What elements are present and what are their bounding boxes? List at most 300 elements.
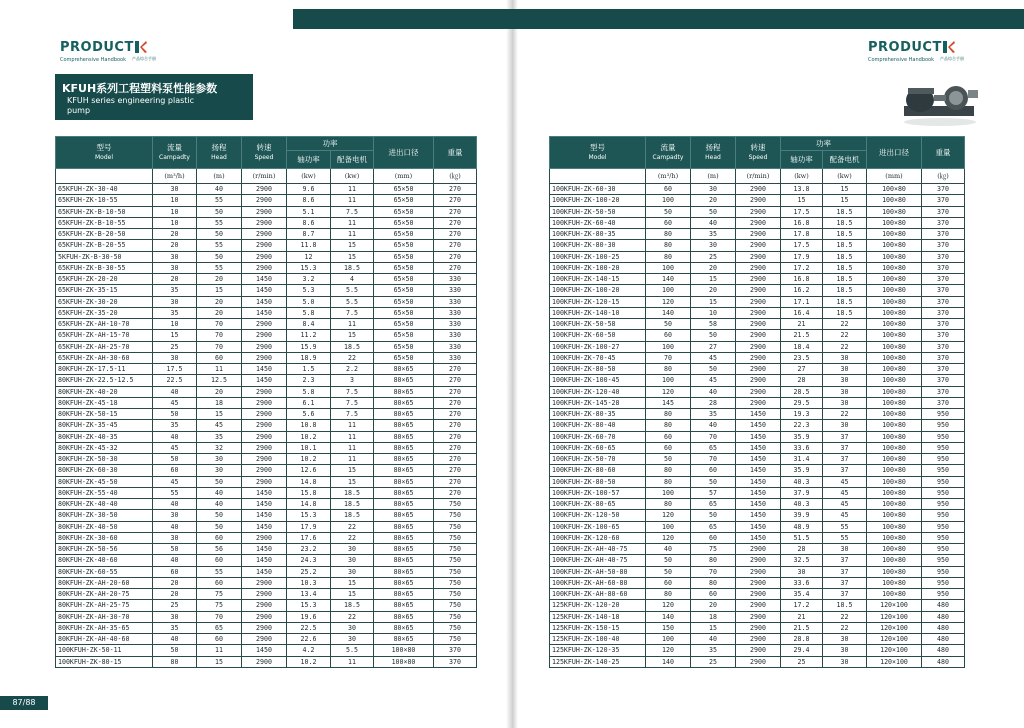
- value-cell: 100×80: [867, 420, 922, 431]
- value-cell: 120: [646, 296, 691, 307]
- value-cell: 2900: [736, 386, 781, 397]
- value-cell: 30: [153, 296, 197, 307]
- value-cell: 23.5: [781, 352, 823, 363]
- value-cell: 18.5: [331, 499, 374, 510]
- value-cell: 950: [922, 454, 965, 465]
- value-cell: 35: [153, 420, 197, 431]
- value-cell: 15: [197, 285, 242, 296]
- value-cell: 40: [153, 386, 197, 397]
- value-cell: 22: [331, 521, 374, 532]
- value-cell: 750: [434, 521, 477, 532]
- value-cell: 65×50: [374, 296, 434, 307]
- value-cell: 17.6: [287, 532, 331, 543]
- value-cell: 15: [331, 330, 374, 341]
- value-cell: 8.4: [287, 319, 331, 330]
- value-cell: 9.6: [287, 184, 331, 195]
- table-row: [550, 645, 965, 656]
- value-cell: 65×50: [374, 217, 434, 228]
- value-cell: 30: [823, 352, 867, 363]
- value-cell: 25: [153, 600, 197, 611]
- value-cell: 55: [197, 217, 242, 228]
- model-cell: 65KFUH-ZK-30-40: [56, 184, 153, 195]
- model-cell: 125KFUH-ZK-120-35: [550, 645, 646, 656]
- value-cell: 950: [922, 589, 965, 600]
- value-cell: 100×80: [867, 341, 922, 352]
- table-row: [56, 386, 477, 397]
- value-cell: 100×80: [867, 521, 922, 532]
- value-cell: 11: [331, 217, 374, 228]
- value-cell: 11.2: [287, 330, 331, 341]
- value-cell: 57: [691, 487, 736, 498]
- value-cell: 60: [691, 589, 736, 600]
- value-cell: 370: [922, 296, 965, 307]
- value-cell: 55: [197, 195, 242, 206]
- value-cell: 20: [153, 240, 197, 251]
- value-cell: 2900: [242, 611, 287, 622]
- value-cell: 18.5: [823, 217, 867, 228]
- value-cell: 1450: [242, 544, 287, 555]
- value-cell: 20: [197, 307, 242, 318]
- model-cell: 65KFUH-ZK-AH-25-70: [56, 341, 153, 352]
- table-row: [550, 375, 965, 386]
- value-cell: 100×80: [867, 442, 922, 453]
- value-cell: 2900: [736, 622, 781, 633]
- value-cell: 5.0: [287, 296, 331, 307]
- value-cell: 22: [331, 532, 374, 543]
- value-cell: 1450: [242, 375, 287, 386]
- value-cell: 30: [823, 386, 867, 397]
- col-speed: 转速 Speed: [242, 137, 287, 169]
- value-cell: 11: [331, 319, 374, 330]
- value-cell: 5.6: [287, 409, 331, 420]
- model-cell: 80KFUH-ZK-AH-30-70: [56, 611, 153, 622]
- value-cell: 270: [434, 217, 477, 228]
- value-cell: 2900: [736, 274, 781, 285]
- value-cell: 50: [197, 476, 242, 487]
- value-cell: 2900: [242, 465, 287, 476]
- value-cell: 2900: [242, 330, 287, 341]
- value-cell: 60: [153, 465, 197, 476]
- value-cell: 70: [691, 431, 736, 442]
- model-cell: 80KFUH-ZK-40-60: [56, 555, 153, 566]
- units-row: (m³/h) (m) (r/min) (kw) (kw) (mm) (㎏): [550, 169, 965, 184]
- value-cell: 40: [691, 634, 736, 645]
- model-cell: 100KFUH-ZK-80-65: [550, 499, 646, 510]
- value-cell: 950: [922, 476, 965, 487]
- value-cell: 330: [434, 296, 477, 307]
- value-cell: 80×65: [374, 544, 434, 555]
- value-cell: 31.4: [781, 454, 823, 465]
- table-row: [56, 521, 477, 532]
- table-row: [550, 364, 965, 375]
- value-cell: 11: [331, 420, 374, 431]
- value-cell: 2900: [736, 600, 781, 611]
- model-cell: 65KFUH-ZK-10-55: [56, 195, 153, 206]
- table-row: [550, 611, 965, 622]
- model-cell: 65KFUH-ZK-B-20-50: [56, 229, 153, 240]
- col-power: 功率: [287, 137, 374, 151]
- value-cell: 100: [646, 521, 691, 532]
- value-cell: 370: [922, 262, 965, 273]
- value-cell: 35.9: [781, 465, 823, 476]
- model-cell: 65KFUH-ZK-B-20-55: [56, 240, 153, 251]
- value-cell: 100×80: [867, 240, 922, 251]
- model-cell: 100KFUH-ZK-120-50: [550, 510, 646, 521]
- model-cell: 65KFUH-ZK-AH-15-70: [56, 330, 153, 341]
- value-cell: 80×65: [374, 622, 434, 633]
- value-cell: 2900: [736, 296, 781, 307]
- value-cell: 65×50: [374, 206, 434, 217]
- value-cell: 2900: [736, 397, 781, 408]
- value-cell: 13.8: [781, 184, 823, 195]
- value-cell: 37: [823, 555, 867, 566]
- value-cell: 2900: [736, 656, 781, 667]
- value-cell: 10: [153, 217, 197, 228]
- brand-logo-right: [868, 40, 1018, 70]
- value-cell: 120×100: [867, 656, 922, 667]
- value-cell: 270: [434, 487, 477, 498]
- value-cell: 58: [691, 319, 736, 330]
- model-cell: 65KFUH-ZK-B-10-50: [56, 206, 153, 217]
- value-cell: 30: [823, 375, 867, 386]
- value-cell: 5.5: [331, 645, 374, 656]
- value-cell: 120: [646, 600, 691, 611]
- value-cell: 270: [434, 465, 477, 476]
- value-cell: 100×80: [867, 589, 922, 600]
- col-head: 扬程 Head: [691, 137, 736, 169]
- table-row: [550, 555, 965, 566]
- value-cell: 2900: [736, 375, 781, 386]
- value-cell: 50: [646, 566, 691, 577]
- value-cell: 5.8: [287, 386, 331, 397]
- value-cell: 45: [153, 442, 197, 453]
- model-cell: 100KFUH-ZK-60-30: [550, 184, 646, 195]
- value-cell: 22: [331, 352, 374, 363]
- value-cell: 28.5: [781, 386, 823, 397]
- value-cell: 50: [691, 330, 736, 341]
- value-cell: 2900: [736, 307, 781, 318]
- table-row: [56, 409, 477, 420]
- value-cell: 2900: [242, 420, 287, 431]
- value-cell: 5.5: [331, 285, 374, 296]
- value-cell: 28: [781, 375, 823, 386]
- value-cell: 370: [922, 352, 965, 363]
- value-cell: 35: [153, 285, 197, 296]
- col-weight: 重量: [922, 137, 965, 169]
- value-cell: 11: [331, 184, 374, 195]
- model-cell: 125KFUH-ZK-100-40: [550, 634, 646, 645]
- value-cell: 22: [823, 622, 867, 633]
- table-row: [56, 296, 477, 307]
- value-cell: 50: [153, 454, 197, 465]
- value-cell: 50: [197, 521, 242, 532]
- value-cell: 1450: [736, 532, 781, 543]
- value-cell: 480: [922, 645, 965, 656]
- value-cell: 75: [197, 600, 242, 611]
- value-cell: 2900: [736, 544, 781, 555]
- model-cell: 100KFUH-ZK-120-40: [550, 386, 646, 397]
- value-cell: 100×80: [867, 566, 922, 577]
- value-cell: 100×80: [867, 386, 922, 397]
- value-cell: 50: [646, 206, 691, 217]
- value-cell: 37: [823, 566, 867, 577]
- header-band: [293, 9, 1024, 29]
- table-row: [550, 217, 965, 228]
- table-row: [56, 184, 477, 195]
- value-cell: 7.5: [331, 409, 374, 420]
- value-cell: 100: [646, 634, 691, 645]
- value-cell: 120: [646, 386, 691, 397]
- table-row: [550, 532, 965, 543]
- pump-illustration: [900, 80, 980, 130]
- value-cell: 15: [331, 476, 374, 487]
- value-cell: 950: [922, 442, 965, 453]
- value-cell: 15: [331, 465, 374, 476]
- value-cell: 30: [153, 184, 197, 195]
- value-cell: 950: [922, 577, 965, 588]
- value-cell: 60: [691, 465, 736, 476]
- value-cell: 950: [922, 521, 965, 532]
- table-row: [56, 262, 477, 273]
- model-cell: 80KFUH-ZK-45-18: [56, 397, 153, 408]
- value-cell: 950: [922, 409, 965, 420]
- model-cell: 80KFUH-ZK-55-40: [56, 487, 153, 498]
- value-cell: 2900: [242, 251, 287, 262]
- value-cell: 100×80: [867, 364, 922, 375]
- value-cell: 370: [922, 364, 965, 375]
- table-row: [550, 330, 965, 341]
- value-cell: 2900: [242, 634, 287, 645]
- value-cell: 20: [153, 577, 197, 588]
- value-cell: 30: [153, 510, 197, 521]
- value-cell: 2900: [242, 195, 287, 206]
- value-cell: 330: [434, 341, 477, 352]
- model-cell: 100KFUH-ZK-100-20: [550, 285, 646, 296]
- value-cell: 10: [153, 195, 197, 206]
- value-cell: 27: [781, 364, 823, 375]
- col-shaft-power: 轴功率: [287, 151, 331, 169]
- table-row: [56, 555, 477, 566]
- value-cell: 17.1: [781, 296, 823, 307]
- value-cell: 270: [434, 420, 477, 431]
- model-cell: 100KFUH-ZK-50-70: [550, 454, 646, 465]
- value-cell: 40.3: [781, 476, 823, 487]
- value-cell: 7.5: [331, 206, 374, 217]
- value-cell: 3: [331, 375, 374, 386]
- value-cell: 270: [434, 442, 477, 453]
- model-cell: 100KFUH-ZK-AH-40-75: [550, 544, 646, 555]
- model-cell: 80KFUH-ZK-40-40: [56, 499, 153, 510]
- value-cell: 2900: [242, 589, 287, 600]
- value-cell: 2900: [736, 217, 781, 228]
- value-cell: 11: [331, 454, 374, 465]
- model-cell: 100KFUH-ZK-100-45: [550, 375, 646, 386]
- value-cell: 100×80: [867, 555, 922, 566]
- value-cell: 10: [153, 206, 197, 217]
- value-cell: 750: [434, 544, 477, 555]
- value-cell: 75: [197, 589, 242, 600]
- value-cell: 19.3: [781, 409, 823, 420]
- value-cell: 270: [434, 364, 477, 375]
- value-cell: 30: [823, 397, 867, 408]
- value-cell: 33.6: [781, 577, 823, 588]
- value-cell: 120: [646, 532, 691, 543]
- value-cell: 60: [646, 217, 691, 228]
- value-cell: 55: [153, 487, 197, 498]
- value-cell: 17.2: [781, 600, 823, 611]
- value-cell: 65×50: [374, 330, 434, 341]
- table-row: [550, 634, 965, 645]
- value-cell: 1450: [242, 307, 287, 318]
- value-cell: 10.2: [287, 656, 331, 667]
- model-cell: 100KFUH-ZK-100-20: [550, 262, 646, 273]
- value-cell: 80: [646, 409, 691, 420]
- value-cell: 18.5: [823, 262, 867, 273]
- value-cell: 270: [434, 386, 477, 397]
- value-cell: 35.4: [781, 589, 823, 600]
- value-cell: 270: [434, 262, 477, 273]
- value-cell: 80×65: [374, 577, 434, 588]
- table-row: [56, 364, 477, 375]
- model-cell: 80KFUH-ZK-50-15: [56, 409, 153, 420]
- model-cell: 80KFUH-ZK-35-45: [56, 420, 153, 431]
- value-cell: 65×50: [374, 352, 434, 363]
- value-cell: 45: [153, 397, 197, 408]
- value-cell: 18.5: [823, 240, 867, 251]
- table-row: [550, 319, 965, 330]
- value-cell: 65×50: [374, 262, 434, 273]
- value-cell: 2900: [242, 206, 287, 217]
- value-cell: 17.2: [781, 262, 823, 273]
- model-cell: 80KFUH-ZK-17.5-11: [56, 364, 153, 375]
- value-cell: 65: [691, 499, 736, 510]
- model-cell: 65KFUH-ZK-30-20: [56, 296, 153, 307]
- value-cell: 2900: [736, 184, 781, 195]
- value-cell: 1450: [242, 645, 287, 656]
- value-cell: 18.5: [823, 285, 867, 296]
- table-row: [550, 285, 965, 296]
- value-cell: 16.8: [781, 217, 823, 228]
- value-cell: 55: [197, 262, 242, 273]
- model-cell: 100KFUH-ZK-AH-50-80: [550, 566, 646, 577]
- value-cell: 21: [781, 611, 823, 622]
- model-cell: 80KFUH-ZK-30-60: [56, 532, 153, 543]
- value-cell: 100×80: [867, 195, 922, 206]
- table-row: [56, 217, 477, 228]
- value-cell: 80×65: [374, 600, 434, 611]
- value-cell: 480: [922, 622, 965, 633]
- model-cell: 100KFUH-ZK-50-11: [56, 645, 153, 656]
- value-cell: 330: [434, 274, 477, 285]
- value-cell: 1450: [736, 420, 781, 431]
- table-row: [56, 274, 477, 285]
- value-cell: 750: [434, 532, 477, 543]
- value-cell: 15.8: [287, 487, 331, 498]
- value-cell: 5.3: [287, 285, 331, 296]
- value-cell: 2900: [242, 656, 287, 667]
- value-cell: 1450: [242, 274, 287, 285]
- value-cell: 17.9: [781, 251, 823, 262]
- value-cell: 50: [691, 476, 736, 487]
- value-cell: 45: [823, 487, 867, 498]
- value-cell: 80×65: [374, 420, 434, 431]
- value-cell: 480: [922, 634, 965, 645]
- table-row: [550, 229, 965, 240]
- value-cell: 15: [823, 195, 867, 206]
- col-speed: 转速 Speed: [736, 137, 781, 169]
- value-cell: 950: [922, 487, 965, 498]
- model-cell: 125KFUH-ZK-150-15: [550, 622, 646, 633]
- value-cell: 28: [781, 544, 823, 555]
- value-cell: 480: [922, 600, 965, 611]
- value-cell: 100: [646, 285, 691, 296]
- table-row: [56, 510, 477, 521]
- value-cell: 65×50: [374, 307, 434, 318]
- value-cell: 65×50: [374, 251, 434, 262]
- value-cell: 35: [153, 307, 197, 318]
- value-cell: 370: [922, 217, 965, 228]
- value-cell: 10.1: [287, 442, 331, 453]
- value-cell: 22: [823, 330, 867, 341]
- value-cell: 15: [331, 251, 374, 262]
- table-row: [550, 184, 965, 195]
- value-cell: 12.5: [197, 375, 242, 386]
- value-cell: 17.8: [781, 229, 823, 240]
- value-cell: 100×80: [867, 319, 922, 330]
- table-row: [550, 487, 965, 498]
- value-cell: 35: [197, 431, 242, 442]
- table-row: [550, 600, 965, 611]
- table-row: [56, 611, 477, 622]
- value-cell: 37.9: [781, 487, 823, 498]
- value-cell: 80: [646, 364, 691, 375]
- section-title: [55, 74, 253, 120]
- value-cell: 7.5: [331, 386, 374, 397]
- table-row: [550, 251, 965, 262]
- value-cell: 30: [331, 555, 374, 566]
- value-cell: 17.5: [153, 364, 197, 375]
- model-cell: 80KFUH-ZK-60-30: [56, 465, 153, 476]
- col-caliber: 进出口径: [374, 137, 434, 169]
- koden-logo-icon: [942, 40, 956, 54]
- table-row: [550, 386, 965, 397]
- value-cell: 22: [823, 319, 867, 330]
- col-model: 型号 Model: [56, 137, 153, 169]
- value-cell: 20: [197, 274, 242, 285]
- value-cell: 40: [646, 544, 691, 555]
- value-cell: 30: [823, 420, 867, 431]
- model-cell: 100KFUH-ZK-AH-80-60: [550, 589, 646, 600]
- value-cell: 80×65: [374, 431, 434, 442]
- value-cell: 80×65: [374, 364, 434, 375]
- value-cell: 65×50: [374, 229, 434, 240]
- model-cell: 100KFUH-ZK-60-70: [550, 431, 646, 442]
- value-cell: 18: [691, 611, 736, 622]
- value-cell: 330: [434, 319, 477, 330]
- value-cell: 65×50: [374, 240, 434, 251]
- value-cell: 80×65: [374, 566, 434, 577]
- value-cell: 950: [922, 510, 965, 521]
- value-cell: 20: [197, 386, 242, 397]
- table-row: [550, 465, 965, 476]
- value-cell: 80×65: [374, 611, 434, 622]
- value-cell: 35: [691, 645, 736, 656]
- value-cell: 16.8: [781, 274, 823, 285]
- value-cell: 18.5: [823, 206, 867, 217]
- value-cell: 15: [781, 195, 823, 206]
- value-cell: 1450: [736, 476, 781, 487]
- table-row: [56, 600, 477, 611]
